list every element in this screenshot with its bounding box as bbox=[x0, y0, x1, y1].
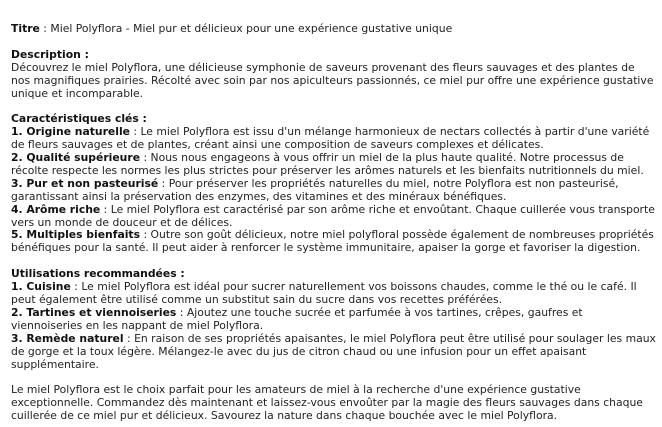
title-separator: : bbox=[39, 22, 51, 35]
feature-label: 4. Arôme riche bbox=[11, 202, 101, 216]
title-label: Titre bbox=[11, 22, 40, 35]
feature-item bbox=[11, 126, 656, 152]
use-text: : Ajoutez une touche sucrée et parfumée à vos tartines, crêpes, gaufres et viennoiseries en les nappant de miel Polyflora. bbox=[11, 305, 583, 332]
feature-label: 3. Pur et non pasteurisé bbox=[11, 176, 159, 190]
feature-label: 1. Origine naturelle bbox=[11, 125, 130, 139]
uses-heading-text: Utilisations recommandées : bbox=[11, 267, 185, 281]
use-item bbox=[11, 281, 656, 307]
use-item bbox=[11, 307, 656, 333]
feature-item bbox=[11, 178, 656, 204]
feature-text: : Le miel Polyflora est caractérisé par son arôme riche et envoûtant. Chaque cuillerée vous transporte vers un monde de douceur et de délices. bbox=[11, 202, 655, 229]
description-heading-text: Description : bbox=[11, 47, 89, 61]
feature-text: : Outre son goût délicieux, notre miel polyfloral possède également de nombreuses propriétés bénéfiques pour la santé. Il peut aider à renforcer le système immunitaire, apaiser la gorge et favoriser la digestion. bbox=[11, 228, 654, 255]
feature-item bbox=[11, 204, 656, 230]
description-heading bbox=[11, 49, 656, 62]
feature-text: : Nous nous engageons à vous offrir un miel de la plus haute qualité. Notre processus de récolte respecte les normes les plus strictes pour préserver les arômes naturels et les bienfaits nutritionnels du miel. bbox=[11, 151, 644, 177]
feature-item bbox=[11, 152, 656, 178]
product-description-document bbox=[11, 23, 656, 423]
title-text: Miel Polyflora - Miel pur et délicieux pour une expérience gustative unique bbox=[50, 22, 453, 35]
feature-label: 5. Multiples bienfaits bbox=[11, 228, 141, 242]
spacer bbox=[11, 36, 656, 49]
use-label: 2. Tartines et viennoiseries bbox=[11, 305, 177, 319]
feature-label: 2. Qualité supérieure bbox=[11, 151, 141, 165]
use-label: 3. Remède naturel bbox=[11, 331, 124, 345]
feature-item bbox=[11, 229, 656, 255]
description-text: Découvrez le miel Polyflora, une délicieuse symphonie de saveurs provenant des fleurs sauvages et des plantes de nos magnifiques prairies. Récolté avec soin par nos apiculteurs passionnés, ce miel pur offre une expérience gustative unique et incomparable. bbox=[11, 60, 654, 100]
feature-text: : Pour préserver les propriétés naturelles du miel, notre Polyflora est non pasteurisé, garantissant ainsi la préservation des enzymes, des vitamines et des minéraux bénéfiques. bbox=[11, 176, 619, 203]
conclusion-text: Le miel Polyflora est le choix parfait pour les amateurs de miel à la recherche d'une expérience gustative exceptionnelle. Commandez dès maintenant et laissez-vous envoûter par la magie des fleurs sauvages dans chaque cuillerée de ce miel pur et délicieux. Savourez la nature dans chaque bouchée avec le miel Polyflora. bbox=[11, 383, 643, 423]
use-text: : En raison de ses propriétés apaisantes, le miel Polyflora peut être utilisé pour soulager les maux de gorge et la toux légère. Mélangez-le avec du jus de citron chaud ou une infusion pour un effet apaisant supplémentaire. bbox=[11, 331, 656, 371]
use-label: 1. Cuisine bbox=[11, 280, 71, 294]
feature-text: : Le miel Polyflora est issu d'un mélange harmonieux de nectars collectés à partir d'une variété de fleurs sauvages et de plantes, créant ainsi une composition de saveurs complexes et délicates. bbox=[11, 125, 650, 152]
use-text: : Le miel Polyflora est idéal pour sucrer naturellement vos boissons chaudes, comme le thé ou le café. Il peut également être utilisé comme un substitut sain du sucre dans vos recettes préférées. bbox=[11, 280, 637, 306]
title-line bbox=[11, 23, 656, 36]
use-item bbox=[11, 333, 656, 372]
features-heading-text: Caractéristiques clés : bbox=[11, 112, 147, 126]
